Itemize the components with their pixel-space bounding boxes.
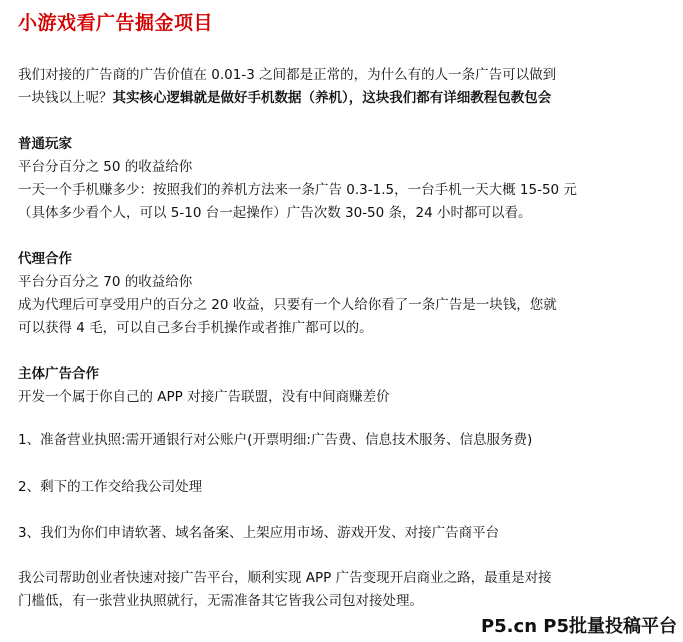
intro-line-2-bold: 其实核心逻辑就是做好手机数据（养机），这块我们都有详细教程包教包会 bbox=[112, 90, 552, 106]
site-watermark: P5.cn P5批量投稿平台 bbox=[480, 616, 677, 637]
normal-player-line-1: 平台分百分之 50 的收益给你 bbox=[18, 159, 193, 175]
closing-line-1: 我公司帮助创业者快速对接广告平台，顺利实现 APP 广告变现开启商业之路，最重是对接 bbox=[18, 570, 552, 586]
agent-heading: 代理合作 bbox=[18, 251, 72, 267]
normal-player-section bbox=[18, 133, 668, 225]
entity-step-2: 2、剩下的工作交给我公司处理 bbox=[18, 479, 203, 495]
page-title: 小游戏看广告掘金项目 bbox=[18, 12, 214, 34]
agent-section bbox=[18, 248, 668, 340]
entity-step-1: 1、准备营业执照:需开通银行对公账户(开票明细:广告费、信息技术服务、信息服务费) bbox=[18, 432, 533, 448]
entity-section bbox=[18, 363, 668, 409]
intro-line-1: 我们对接的广告商的广告价值在 0.01-3 之间都是正常的，为什么有的人一条广告可以做到 bbox=[18, 67, 557, 83]
normal-player-heading: 普通玩家 bbox=[18, 136, 72, 152]
agent-line-2: 成为代理后可享受用户的百分之 20 收益，只要有一个人给你看了一条广告是一块钱，您就 bbox=[18, 297, 557, 313]
intro-paragraph bbox=[18, 64, 668, 110]
entity-line-1: 开发一个属于你自己的 APP 对接广告联盟，没有中间商赚差价 bbox=[18, 389, 390, 405]
agent-line-3: 可以获得 4 毛，可以自己多台手机操作或者推广都可以的。 bbox=[18, 320, 373, 336]
intro-line-2 bbox=[18, 87, 668, 110]
agent-line-1: 平台分百分之 70 的收益给你 bbox=[18, 274, 193, 290]
normal-player-line-2: 一天一个手机赚多少：按照我们的养机方法来一条广告 0.3-1.5，一台手机一天大概 15-50 元 bbox=[18, 182, 577, 198]
intro-line-2-plain: 一块钱以上呢？ bbox=[18, 90, 113, 106]
entity-heading: 主体广告合作 bbox=[18, 366, 99, 382]
closing-paragraph bbox=[18, 567, 668, 613]
normal-player-line-3: （具体多少看个人，可以 5-10 台一起操作）广告次数 30-50 条，24 小时都可以看。 bbox=[18, 205, 532, 221]
closing-line-2: 门槛低，有一张营业执照就行，无需准备其它皆我公司包对接处理。 bbox=[18, 593, 423, 609]
entity-step-3: 3、我们为你们申请软著、域名备案、上架应用市场、游戏开发、对接广告商平台 bbox=[18, 525, 500, 541]
